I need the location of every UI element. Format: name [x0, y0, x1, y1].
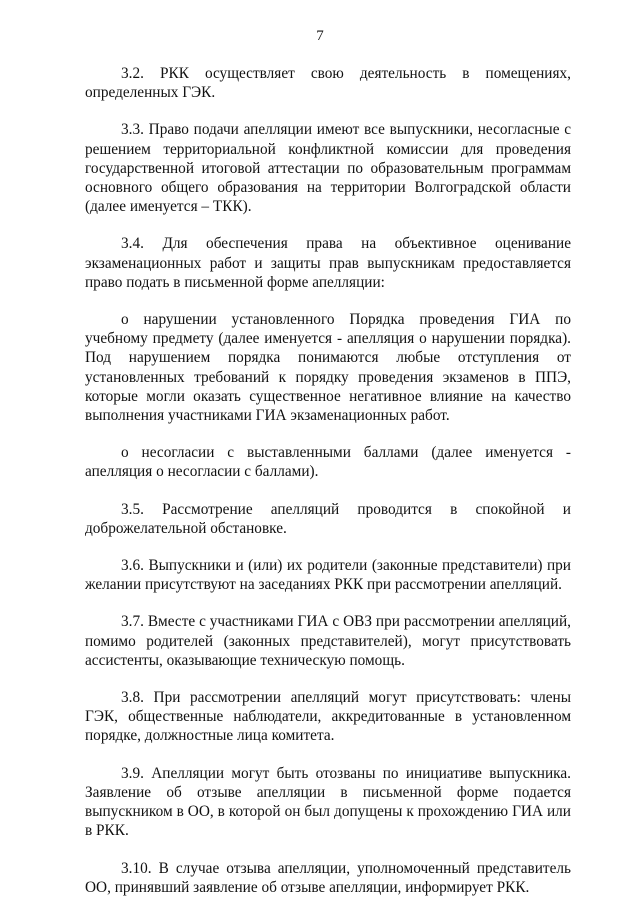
paragraph-3-5: 3.5. Рассмотрение апелляций проводится в спокойной и доброжелательной обстановке. — [85, 500, 571, 537]
paragraph-3-10: 3.10. В случае отзыва апелляции, уполномоченный представитель ОО, принявший заявление об отзыве апелляции, информирует РКК. — [85, 859, 571, 896]
paragraph-3-3: 3.3. Право подачи апелляции имеют все выпускники, несогласные с решением территориальной конфликтной комиссии для проведения государственной итоговой аттестации по образовательным программам основного общего образования на территории Волгоградской области (далее именуется – ТКК). — [85, 121, 571, 216]
paragraph-appeal-score-disagreement: о несогласии с выставленными баллами (далее именуется - апелляция о несогласии с баллами). — [85, 444, 571, 481]
paragraph-appeal-procedure-violation: о нарушении установленного Порядка проведения ГИА по учебному предмету (далее именуется - апелляция о нарушении порядка). Под нарушением порядка понимаются любые отступления от установленных требований к порядку проведения экзаменов в ППЭ, которые могли оказать существенное негативное влияние на качество выполнения участниками ГИА экзаменационных работ. — [85, 311, 571, 425]
page-number: 7 — [316, 28, 324, 44]
paragraph-3-2: 3.2. РКК осуществляет свою деятельность в помещениях, определенных ГЭК. — [85, 65, 571, 102]
paragraph-3-6: 3.6. Выпускники и (или) их родители (законные представители) при желании присутствуют на заседаниях РКК при рассмотрении апелляций. — [85, 557, 571, 594]
paragraph-3-4: 3.4. Для обеспечения права на объективное оценивание экзаменационных работ и защиты прав выпускникам предоставляется право подать в письменной форме апелляции: — [85, 235, 571, 291]
paragraph-3-8: 3.8. При рассмотрении апелляций могут присутствовать: члены ГЭК, общественные наблюдатели, аккредитованные в установленном порядке, должностные лица комитета. — [85, 689, 571, 745]
paragraph-3-9: 3.9. Апелляции могут быть отозваны по инициативе выпускника. Заявление об отзыве апелляции в письменной форме подается выпускником в ОО, в которой он был допущены к прохождению ГИА или в РКК. — [85, 764, 571, 840]
document-body — [85, 64, 571, 897]
paragraph-3-7: 3.7. Вместе с участниками ГИА с ОВЗ при рассмотрении апелляций, помимо родителей (законных представителей), могут присутствовать ассистенты, оказывающие техническую помощь. — [85, 613, 571, 669]
